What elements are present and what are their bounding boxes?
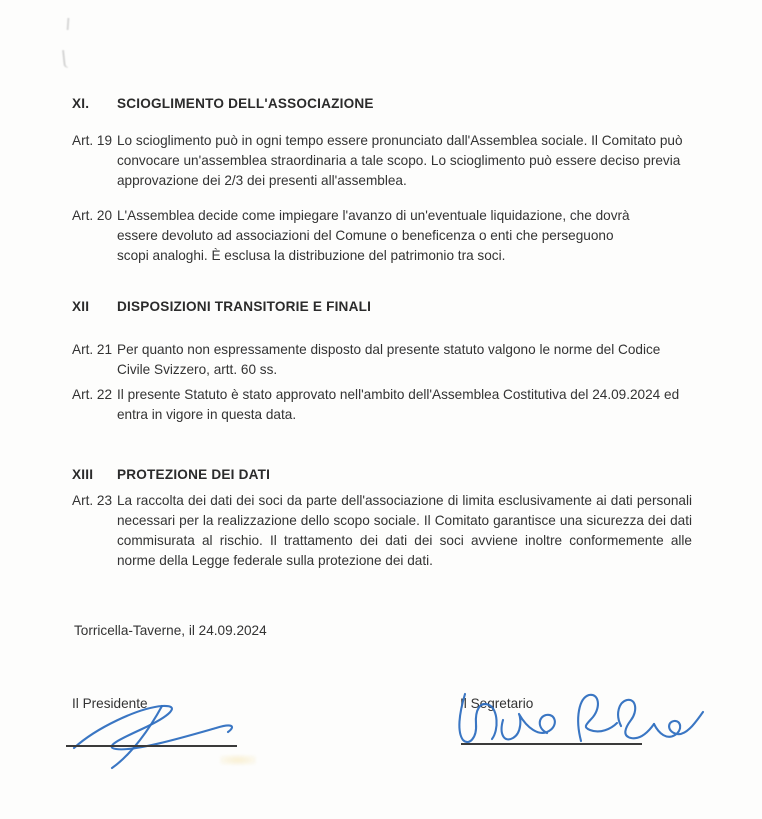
article-label: Art. 20 (72, 208, 113, 223)
president-signature (62, 698, 242, 770)
article-21 (72, 340, 692, 380)
secretary-signature-line (461, 743, 642, 745)
article-20 (72, 206, 644, 266)
section-number: XI. (72, 96, 90, 111)
president-signature-line (66, 745, 237, 747)
section-title: DISPOSIZIONI TRANSITORIE E FINALI (117, 299, 372, 314)
section-number: XII (72, 299, 90, 314)
president-role-label: Il Presidente (72, 696, 148, 711)
section-heading-xii (72, 299, 371, 314)
scan-smudge (220, 755, 256, 765)
article-text: Il presente Statuto è stato approvato nell'ambito dell'Assemblea Costitutiva del 24.09.2024 ed entra in vigore in questa data. (117, 387, 680, 422)
article-22 (72, 385, 692, 425)
article-19 (72, 131, 692, 191)
article-23 (72, 491, 692, 571)
article-label: Art. 19 (72, 133, 113, 148)
article-label: Art. 23 (72, 493, 113, 508)
place-date-line: Torricella-Taverne, il 24.09.2024 (74, 623, 267, 638)
article-text: Lo scioglimento può in ogni tempo essere pronunciato dall'Assemblea sociale. Il Comitato può convocare un'assemblea straordinaria a tale scopo. Lo scioglimento può essere deciso previa approvazione dei 2/3 dei presenti all'assemblea. (117, 133, 683, 188)
secretary-signature (455, 688, 707, 760)
scan-artifact (67, 18, 71, 30)
article-label: Art. 22 (72, 387, 113, 402)
section-heading-xiii (72, 467, 270, 482)
secretary-role-label: Il Segretario (460, 696, 534, 711)
article-text: L'Assemblea decide come impiegare l'avanzo di un'eventuale liquidazione, che dovrà essere devoluto ad associazioni del Comune o beneficenza o enti che perseguono scopi analoghi. È esclusa la distribuzione del patrimonio tra soci. (117, 208, 630, 263)
article-label: Art. 21 (72, 342, 113, 357)
article-text: Per quanto non espressamente disposto dal presente statuto valgono le norme del Codice Civile Svizzero, artt. 60 ss. (117, 342, 661, 377)
section-heading-xi (72, 96, 374, 111)
article-text: La raccolta dei dati dei soci da parte dell'associazione di limita esclusivamente ai dati personali necessari per la realizzazione dello scopo sociale. Il Comitato garantisce una sicurezza dei dati commisurata al rischio. Il trattamento dei dati dei soci avviene inoltre conformemente alle norme della Legge federale sulla protezione dei dati. (117, 493, 692, 568)
section-title: SCIOGLIMENTO DELL'ASSOCIAZIONE (117, 96, 374, 111)
section-number: XIII (72, 467, 94, 482)
scan-artifact (62, 50, 68, 68)
section-title: PROTEZIONE DEI DATI (117, 467, 271, 482)
